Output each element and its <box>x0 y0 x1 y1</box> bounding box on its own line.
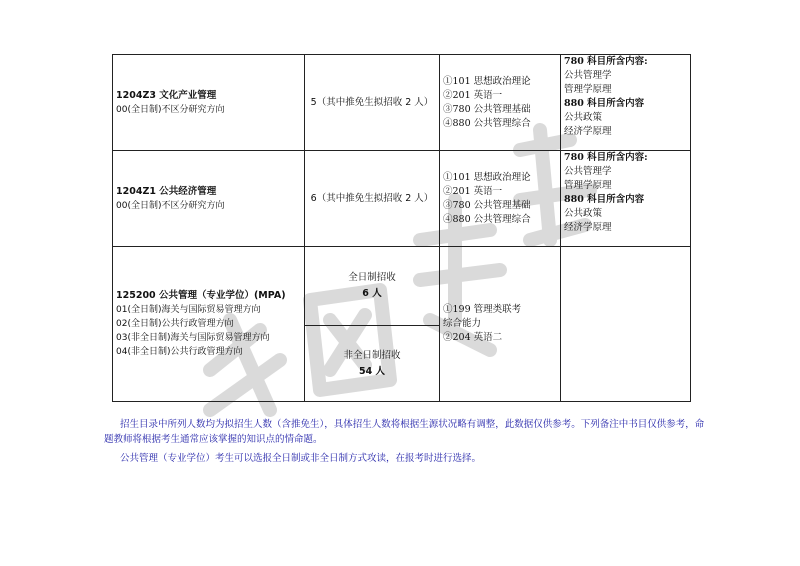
exam-subject: ④880 公共管理综合 <box>443 117 531 129</box>
book-heading: 780 科目所含内容: <box>564 56 648 67</box>
exam-subject: ①199 管理类联考 <box>443 304 522 315</box>
major-code-name: 125200 公共管理（专业学位）(MPA) <box>116 290 286 301</box>
book-item: 公共政策 <box>564 208 603 219</box>
exam-subject: ①101 思想政治理论 <box>443 75 531 87</box>
book-heading: 880 科目所含内容 <box>564 194 645 205</box>
exam-subject: ②204 英语二 <box>443 332 503 343</box>
fulltime-count: 6 人 <box>362 288 382 299</box>
book-heading: 880 科目所含内容 <box>564 98 645 109</box>
note-line-3: 公共管理（专业学位）考生可以选报全日制或非全日制方式攻读，在报考时进行选择。 <box>120 453 482 464</box>
fulltime-label: 全日制招收 <box>348 272 396 283</box>
major-direction: 02(全日制)公共行政管理方向 <box>116 319 234 329</box>
enrollment-cell: 5（其中推免生拟招收 2 人） <box>305 55 440 151</box>
book-item: 经济学原理 <box>564 222 612 233</box>
book-item: 管理学原理 <box>564 180 612 191</box>
book-heading: 780 科目所含内容: <box>564 152 648 163</box>
major-direction: 04(非全日制)公共行政管理方向 <box>116 347 243 357</box>
exam-subjects-cell <box>440 151 561 247</box>
table-row <box>113 55 691 151</box>
exam-subject: 综合能力 <box>443 318 482 329</box>
major-direction: 00(全日制)不区分研究方向 <box>116 200 225 211</box>
reference-books-cell-empty <box>561 247 691 402</box>
enrollment-cell: 6（其中推免生拟招收 2 人） <box>305 151 440 247</box>
major-code-name: 1204Z1 公共经济管理 <box>116 185 217 197</box>
exam-subjects-cell <box>440 247 561 402</box>
book-item: 公共管理学 <box>564 70 612 81</box>
exam-subject: ①101 思想政治理论 <box>443 171 531 183</box>
table-row <box>113 151 691 247</box>
exam-subject: ④880 公共管理综合 <box>443 213 531 225</box>
enrollment-cell <box>305 247 440 402</box>
note-line-1: 招生目录中所列人数均为拟招生人数（含推免生），具体招生人数将根据生源状况略有调整，此数据仅供参考。下列备注中书目仅供参考，命 <box>120 419 705 430</box>
major-cell <box>113 247 305 402</box>
parttime-count: 54 人 <box>358 365 386 377</box>
parttime-label: 非全日制招收 <box>343 349 401 361</box>
exam-subject: ③780 公共管理基础 <box>443 199 531 211</box>
major-direction: 00(全日制)不区分研究方向 <box>116 104 225 115</box>
reference-books-cell <box>561 151 691 247</box>
note-line-2: 题教师将根据考生通常应该掌握的知识点的情命题。 <box>104 434 323 445</box>
major-direction: 03(非全日制)海关与国际贸易管理方向 <box>116 333 270 343</box>
admission-table <box>112 54 691 402</box>
exam-subject: ③780 公共管理基础 <box>443 103 531 115</box>
major-cell <box>113 151 305 247</box>
book-item: 管理学原理 <box>564 84 612 95</box>
major-direction: 01(全日制)海关与国际贸易管理方向 <box>116 305 261 315</box>
fulltime-enrollment <box>305 247 439 326</box>
book-item: 公共政策 <box>564 112 603 123</box>
parttime-enrollment <box>305 326 439 401</box>
table-row <box>113 247 691 402</box>
book-item: 公共管理学 <box>564 166 612 177</box>
reference-books-cell <box>561 55 691 151</box>
exam-subject: ②201 英语一 <box>443 185 503 197</box>
exam-subject: ②201 英语一 <box>443 89 503 101</box>
exam-subjects-cell <box>440 55 561 151</box>
book-item: 经济学原理 <box>564 126 612 137</box>
major-cell <box>113 55 305 151</box>
major-code-name: 1204Z3 文化产业管理 <box>116 89 217 101</box>
